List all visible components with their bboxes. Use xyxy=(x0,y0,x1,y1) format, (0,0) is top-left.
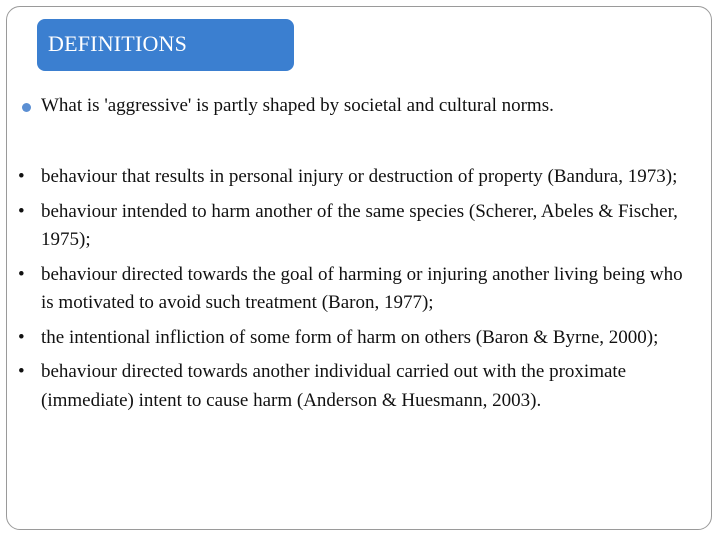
slide-title: DEFINITIONS xyxy=(48,31,188,56)
bullet-icon: • xyxy=(18,200,25,222)
bullet-icon: • xyxy=(18,166,25,187)
lead-text: What is 'aggressive' is partly shaped by societal and cultural norms. xyxy=(41,95,554,116)
definition-text: the intentional infliction of some form of harm on others (Baron & Byrne, 2000); xyxy=(41,326,659,348)
definition-item xyxy=(18,198,686,255)
definition-text: behaviour that results in personal injury or destruction of property (Bandura, 1973); xyxy=(41,166,678,187)
bullet-icon: • xyxy=(18,326,25,348)
definition-item xyxy=(18,324,686,353)
definition-item xyxy=(18,163,686,192)
definition-item xyxy=(18,261,686,318)
definition-text: behaviour directed towards the goal of harming or injuring another living being who is motivated to avoid such treatment (Baron, 1977); xyxy=(41,263,683,313)
definition-text: behaviour intended to harm another of the same species (Scherer, Abeles & Fischer, 1975); xyxy=(41,200,678,250)
definition-text: behaviour directed towards another individual carried out with the proximate (immediate) intent to cause harm (Anderson & Huesmann, 2003). xyxy=(41,361,627,411)
definition-item xyxy=(18,358,686,415)
definitions-list xyxy=(18,163,686,421)
lead-bullet-dot-icon xyxy=(22,103,31,112)
bullet-icon: • xyxy=(18,361,25,382)
bullet-icon: • xyxy=(18,263,25,285)
title-box xyxy=(37,19,294,71)
lead-bullet-row xyxy=(22,95,702,117)
